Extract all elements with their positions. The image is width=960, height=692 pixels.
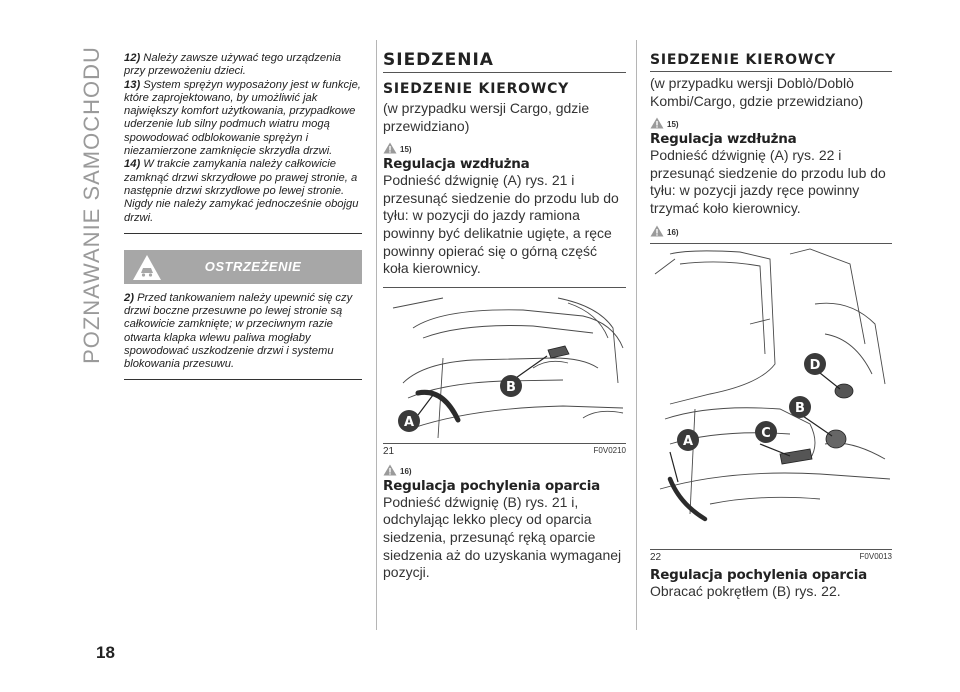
warning-header — [124, 250, 362, 284]
driver-seat-column — [650, 50, 892, 600]
warning-body: 2) Przed tankowaniem należy upewnić się czy drzwi boczne przesuwne po lewej stronie są całkowicie zamknięte; w przeciwnym razie otwarta klapka wlewu paliwa mogłaby spowodować uszkodzenie drzwi i systemu blokowania przesuwu. — [124, 292, 362, 380]
subsection-heading: SIEDZENIE KIEROWCY — [650, 52, 892, 72]
warning-reference: 15) — [383, 140, 626, 154]
section-heading: SIEDZENIA — [383, 50, 626, 73]
seat-illustration — [383, 288, 626, 438]
figure-label-a: A — [682, 433, 694, 449]
warning-reference: 16) — [383, 462, 626, 476]
notes-box — [124, 52, 362, 234]
paragraph-text: Podnieść dźwignię (A) rys. 22 i przesunąć siedzenie do przodu lub do tyłu: w pozycji jazdy ręce powinny trzymać koło kierownicy. — [650, 147, 886, 216]
figure-caption: 22 F0V0013 — [650, 551, 892, 563]
figure-label-d: D — [809, 357, 821, 373]
warning-reference: 16) — [650, 223, 892, 237]
figure-caption: 21 F0V0210 — [383, 445, 626, 457]
warning-title: OSTRZEŻENIE — [204, 259, 302, 275]
intro-text: (w przypadku wersji Doblò/Doblò Kombi/Cargo, gdzie przewidziano) — [650, 75, 864, 109]
warning-reference: 15) — [650, 115, 892, 129]
paragraph-title: Regulacja pochylenia oparcia — [383, 477, 601, 494]
figure-label-c: C — [761, 425, 771, 441]
intro-text: (w przypadku wersji Cargo, gdzie przewidziano) — [383, 100, 590, 134]
figure-label-b: B — [506, 379, 516, 395]
seats-column — [383, 50, 626, 582]
warning-triangle-icon — [650, 117, 664, 129]
figure-21 — [383, 287, 626, 444]
page-number: 18 — [96, 643, 115, 662]
paragraph-title: Regulacja wzdłużna — [383, 156, 530, 173]
figure-label-a: A — [403, 414, 415, 430]
warning-car-icon — [132, 254, 162, 281]
column-divider — [636, 40, 637, 630]
paragraph-title: Regulacja pochylenia oparcia — [650, 566, 868, 583]
seat-illustration — [650, 244, 892, 544]
note-item: 13) System sprężyn wyposażony jest w funkcje, które zaprojektowano, by umożliwić jak największy komfort użytkowania, przypadkowe uderzenie lub silny podmuch wiatru mogą spowodować odblokowanie sprężyn i niezamierzone zamknięcie skrzydła drzwi. — [124, 78, 361, 158]
paragraph-title: Regulacja wzdłużna — [650, 131, 797, 148]
chapter-side-title: POZNAWANIE SAMOCHODU — [79, 46, 105, 364]
figure-22 — [650, 243, 892, 550]
column-divider — [376, 40, 377, 630]
paragraph-text: Podnieść dźwignię (A) rys. 21 i przesunąć siedzenie do przodu lub do tyłu: w pozycji do jazdy ramiona powinny być delikatnie ugięte, a ręce powinny opierać się o górną część koła kierownicy. — [383, 172, 619, 277]
warning-triangle-icon — [383, 464, 397, 476]
warning-triangle-icon — [383, 142, 397, 154]
note-item: 12) Należy zawsze używać tego urządzenia przy przewożeniu dzieci. — [124, 52, 342, 78]
figure-label-b: B — [795, 400, 805, 416]
paragraph-text: Podnieść dźwignię (B) rys. 21 i, odchylając lekko plecy od oparcia siedzenia, przesunąć ręką oparcie siedzenia aż do uzyskania wymaganej pozycji. — [383, 493, 622, 581]
note-item: 14) W trakcie zamykania należy całkowicie zamknąć drzwi skrzydłowe po prawej stronie, a następnie drzwi skrzydłowe po lewej stronie. Nigdy nie należy zamykać jednocześnie obojgu drzwi. — [124, 158, 359, 224]
paragraph-text: Obracać pokrętłem (B) rys. 22. — [650, 582, 841, 599]
warning-triangle-icon — [650, 225, 664, 237]
notes-column — [124, 52, 362, 380]
subsection-heading: SIEDZENIE KIEROWCY — [383, 81, 570, 97]
